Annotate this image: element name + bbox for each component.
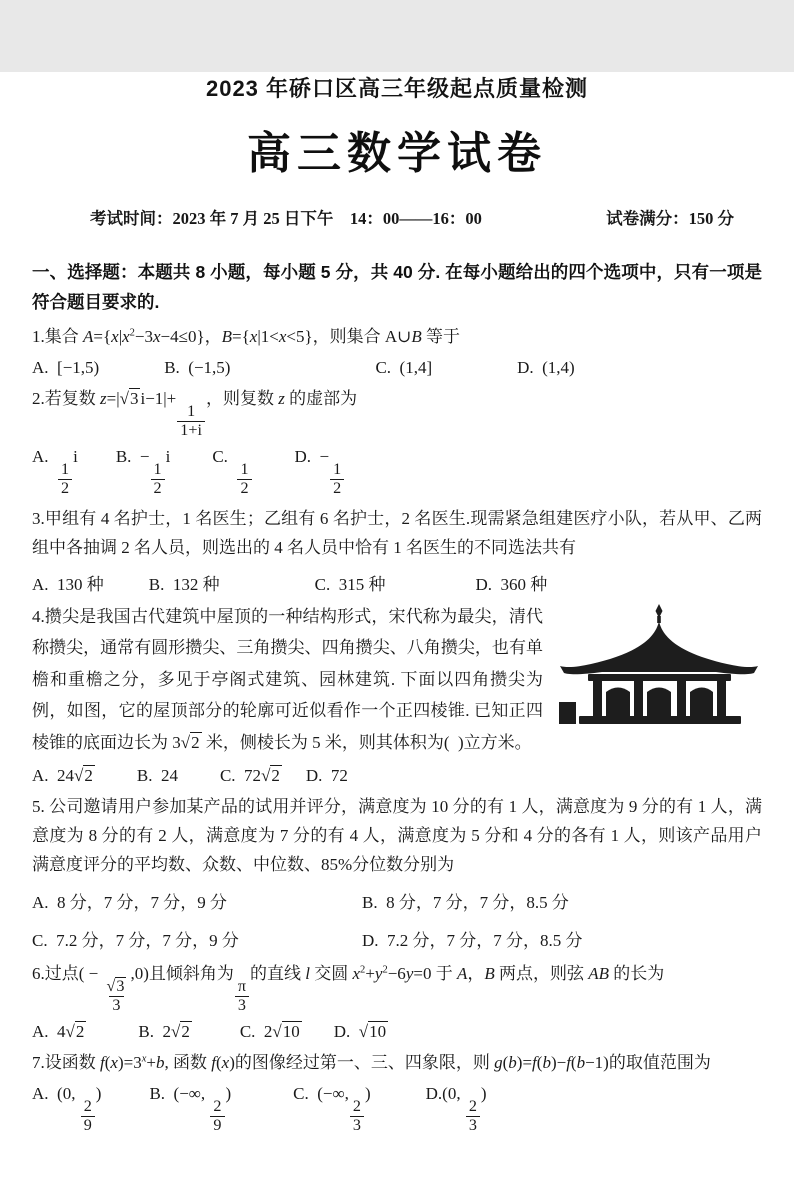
question-6-stem: 6.过点( − $\frac{√3}{3}$ ,0)且倾斜角为 $\frac{\pi}{3}$ 的直线 l 交圆 $x^2+y^2-6y=0$ 于 A，B 两点，则弦 AB 的长为 [32, 964, 665, 1014]
option-2a: A. $\frac{1}{2}$ i [32, 447, 78, 497]
option-6b: B. 2√2 [138, 1022, 190, 1042]
option-7d: D.(0, $\frac{2}{3}$ ) [425, 1084, 487, 1135]
question-7-stem: 7.设函数 $f(x)=3^x+b$, 函数 f(x)的图像经过第一、三、四象限，则 g(b)=f(b)−f(b−1)的取值范围为 [32, 1053, 711, 1073]
option-1c: C. (1,4] [375, 358, 433, 378]
question-4-options [32, 766, 762, 786]
option-2b: B. − $\frac{1}{2}$ i [115, 447, 171, 497]
option-5d: D. 7.2 分，7 分，7 分，8.5 分 [362, 931, 583, 951]
section-heading: 一、选择题：本题共 8 小题，每小题 5 分，共 40 分. 在每小题给出的四个选项中，只有一项是符合题目要求的. [32, 262, 762, 313]
option-3a: A. 130 种 [32, 574, 104, 594]
exam-page [0, 72, 794, 1195]
question-1-options [32, 358, 762, 378]
question-4 [32, 601, 762, 786]
question-3 [32, 504, 762, 594]
option-4b: B. 24 [136, 765, 178, 785]
option-5a: A. 8 分，7 分，7 分，9 分 [32, 893, 228, 913]
option-1a: A. [−1,5) [32, 358, 100, 378]
option-1d: D. (1,4) [517, 358, 575, 378]
option-4a: A. 24√2 [32, 765, 93, 785]
option-4d: D. 72 [305, 765, 348, 785]
option-1b: B. (−1,5) [164, 358, 231, 378]
question-2 [32, 384, 762, 498]
option-4c: C. 72√2 [219, 765, 280, 785]
option-6a: A. 4√2 [32, 1022, 85, 1042]
exam-time: 考试时间：2023 年 7 月 25 日下午 14：00——16：00 [90, 209, 482, 228]
question-5-options [32, 888, 762, 951]
option-3d: D. 360 种 [475, 574, 548, 594]
option-7c: C. (−∞, $\frac{2}{3}$ ) [293, 1084, 371, 1135]
question-6 [32, 959, 762, 1042]
exam-kicker: 2023 年硚口区高三年级起点质量检测 [205, 76, 589, 101]
pavilion-image [557, 603, 762, 727]
question-2-stem: 2.若复数 z=|√3 i−1|+ $\frac{1}{1+i}$ ，则复数 z 的虚部为 [32, 389, 358, 440]
option-3b: B. 132 种 [148, 574, 220, 594]
option-2c: C. $\frac{1}{2}$ [212, 447, 252, 498]
exam-meta [90, 205, 734, 229]
question-1-stem: 1.集合 $A=\{x|x^2-3x-4\le 0\}$，B={x|1<x<5}，则集合 A∪B 等于 [32, 327, 461, 347]
question-5-stem: 5. 公司邀请用户参加某产品的试用并评分，满意度为 10 分的有 1 人，满意度为 9 分的有 1 人，满意度为 8 分的有 2 人，满意度为 7 分的有 4 人，满意度为 5 分和 4 分的各有 1 人，则该产品用户满意度评分的平均数、众数、中位数、85%分位数分别为 [32, 796, 762, 875]
question-4-stem: 4.攒尖是我国古代建筑中屋顶的一种结构形式，宋代称为最尖，清代称攒尖，通常有圆形攒尖、三角攒尖、四角攒尖、八角攒尖，也有单檐和重檐之分，多见于亭阁式建筑、园林建筑. 下面以四角攒尖为例，如图，它的屋顶部分的轮廓可近似看作一个正四棱锥. 已知正四棱锥的底面边长为 3√2 米，侧棱长为 5 米，则其体积为( )立方米。 [32, 606, 543, 752]
question-2-options [32, 447, 762, 498]
option-5b: B. 8 分，7 分，7 分，8.5 分 [362, 893, 569, 913]
option-7a: A. (0, $\frac{2}{9}$ ) [32, 1084, 102, 1135]
question-7 [32, 1048, 762, 1135]
option-3c: C. 315 种 [314, 574, 386, 594]
question-5 [32, 792, 762, 952]
question-7-options [32, 1084, 762, 1135]
question-1 [32, 322, 762, 378]
question-3-stem: 3.甲组有 4 名护士，1 名医生；乙组有 6 名护士，2 名医生.现需紧急组建医疗小队，若从甲、乙两组中各抽调 2 名人员，则选出的 4 名人员中恰有 1 名医生的不同选法共有 [32, 509, 762, 558]
full-score: 试卷满分：150 分 [606, 209, 734, 228]
option-6c: C. 2√10 [239, 1022, 300, 1042]
page-title: 高三数学试卷 [247, 129, 547, 178]
question-3-options [32, 570, 762, 595]
option-2d: D. − $\frac{1}{2}$ [295, 447, 346, 498]
question-6-options [32, 1022, 762, 1042]
option-7b: B. (−∞, $\frac{2}{9}$ ) [149, 1084, 232, 1135]
option-6d: D. √10 [333, 1022, 387, 1042]
option-5c: C. 7.2 分，7 分，7 分，9 分 [32, 931, 239, 951]
